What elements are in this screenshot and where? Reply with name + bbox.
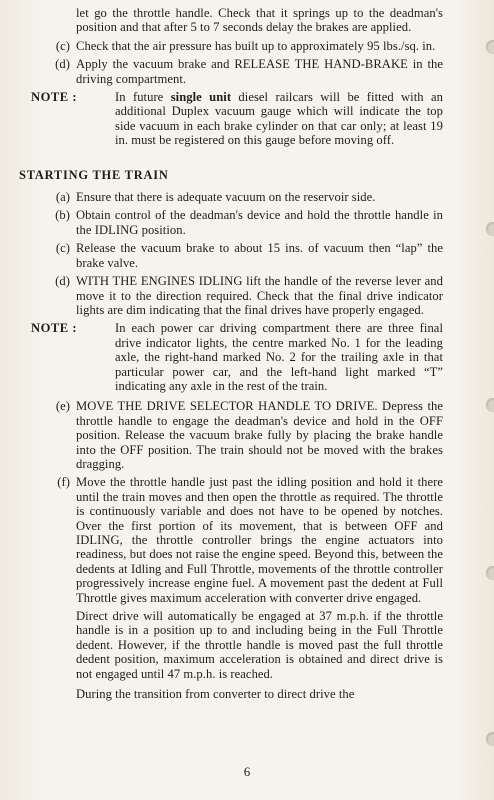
list-item	[19, 208, 443, 237]
item-text: MOVE THE DRIVE SELECTOR HANDLE TO DRIVE. Depress the throttle handle to engage the deadman's device and hold in the OFF position. Release the vacuum brake fully by placing the brake handle into the OFF position. The train should not be moved with the brakes dragging.	[76, 399, 443, 471]
item-label: (f)	[57, 475, 70, 490]
binder-hole	[486, 222, 494, 236]
binder-hole	[486, 398, 494, 412]
note-block	[19, 90, 443, 148]
binder-hole	[486, 40, 494, 54]
item-label: (c)	[55, 38, 70, 53]
paragraph: During the transition from converter to direct drive the	[76, 687, 355, 702]
note-text-part: diesel railcars will be fitted with an additional Duplex vacuum gauge which will indicate the top side vacuum in each brake cylinder on that car only; at least 19 in. must be registered on this gauge before moving off.	[115, 90, 443, 148]
item-label: (a)	[55, 190, 70, 205]
note-text: In each power car driving compartment there are three final drive indicator lights, the centre marked No. 1 for the leading axle, the right-hand marked No. 2 for the trailing axle in that particular power car, and the left-hand light marked “T” indicating any axle in the rest of the train.	[115, 321, 443, 393]
list-item	[19, 399, 443, 471]
list-item	[19, 190, 443, 204]
note-label: NOTE :	[31, 90, 78, 105]
item-text: Move the throttle handle just past the idling position and hold it there until the train moves and then open the throttle as required. The throttle is continuously variable and does not have to be opened by notches. Over the first portion of its movement, that is between OFF and IDLING, the throttle controller brings the engine actuators into readiness, but does not raise the engine speed. Beyond this, between the dedents at Idling and Full Throttle, movements of the throttle controller progressively increase engine fuel. A movement past the dedent at Full Throttle gives maximum acceleration with converter drive engaged.	[76, 475, 443, 605]
binder-hole	[486, 732, 494, 746]
note-block	[19, 321, 443, 393]
list-item	[19, 57, 443, 86]
note-text-bold: single unit	[170, 90, 232, 105]
page-number: 6	[243, 764, 251, 779]
item-text: Obtain control of the deadman's device and hold the throttle handle in the IDLING position.	[76, 208, 443, 237]
page-content	[19, 6, 443, 707]
item-label: (e)	[55, 399, 70, 414]
paragraph: Direct drive will automatically be engaged at 37 m.p.h. if the throttle handle is in a position up to and including being in the Full Throttle dedent. However, if the throttle handle is moved past the full throttle dedent position, maximum acceleration is obtained and direct drive is not engaged until 47 m.p.h. is reached.	[76, 609, 443, 681]
list-item	[19, 274, 443, 317]
item-text: WITH THE ENGINES IDLING lift the handle of the reverse lever and move it to the direction required. Check that the final drive indicator lights are dim indicating that the final drives have properly engaged.	[76, 274, 443, 317]
item-label: (b)	[55, 208, 70, 223]
item-label: (d)	[55, 274, 70, 289]
binder-hole	[486, 566, 494, 580]
list-item	[19, 241, 443, 270]
section-title: STARTING THE TRAIN	[19, 167, 169, 182]
list-item	[19, 39, 443, 53]
item-label: (d)	[55, 57, 70, 72]
item-text: Ensure that there is adequate vacuum on the reservoir side.	[76, 190, 376, 205]
note-text-part: In future	[115, 90, 171, 105]
item-text: Apply the vacuum brake and RELEASE THE HAND-BRAKE in the driving compartment.	[76, 57, 443, 86]
note-text	[115, 90, 443, 148]
item-text: Check that the air pressure has built up to approximately 95 lbs./sq. in.	[76, 38, 436, 53]
list-item	[19, 475, 443, 605]
item-label: (c)	[55, 241, 70, 256]
continuation-text: let go the throttle handle. Check that it springs up to the deadman's position and that after 5 to 7 seconds delay the brakes are applied.	[76, 6, 443, 35]
item-text: Release the vacuum brake to about 15 ins. of vacuum then “lap” the brake valve.	[76, 241, 443, 270]
note-label: NOTE :	[31, 321, 78, 336]
